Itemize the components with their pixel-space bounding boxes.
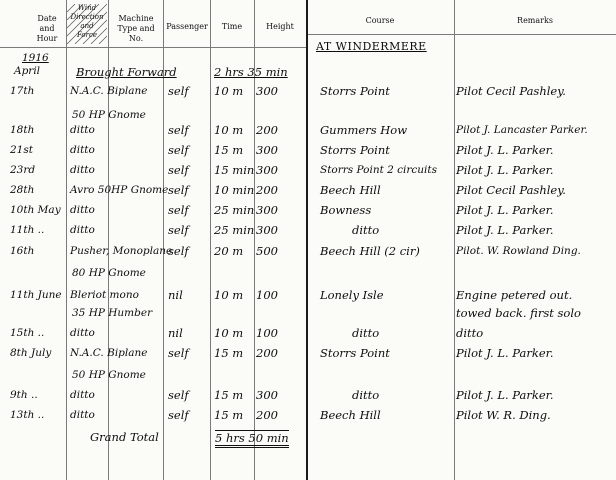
year: 1916 <box>22 52 49 64</box>
header-passenger: Passenger <box>166 22 208 31</box>
header-course: Course <box>365 16 395 25</box>
entry-date: 11th June <box>10 289 62 301</box>
entry-machine: ditto <box>70 224 95 236</box>
entry-time: 10 m <box>214 84 244 98</box>
entry-date: 13th .. <box>10 409 45 421</box>
entry-time: 15 m <box>214 408 244 422</box>
entry-height: 500 <box>256 244 278 258</box>
entry-course: Beech Hill (2 cir) <box>320 244 420 258</box>
month: April <box>14 65 41 77</box>
entry-remarks: Pilot. W. Rowland Ding. <box>456 245 581 257</box>
entry-machine: N.A.C. Biplane <box>70 347 148 359</box>
entry-height: 300 <box>256 388 278 402</box>
entry-machine: N.A.C. Biplane <box>70 85 148 97</box>
entry-time: 15 m <box>214 143 244 157</box>
entry-passenger: self <box>168 123 189 137</box>
entry-date: 17th <box>10 85 35 97</box>
header-date: Date and Hour <box>36 14 58 43</box>
entry-remarks: Pilot J. L. Parker. <box>456 346 554 360</box>
entry-course: Beech Hill <box>320 183 381 197</box>
header-rule <box>308 34 616 35</box>
brought-forward-label: Brought Forward <box>76 65 177 79</box>
entry-passenger: self <box>168 143 189 157</box>
entry-passenger: nil <box>168 326 183 340</box>
entry-date: 9th .. <box>10 389 38 401</box>
entry-height: 300 <box>256 143 278 157</box>
entry-remarks: Pilot J. L. Parker. <box>456 223 554 237</box>
entry-height: 200 <box>256 183 278 197</box>
entry-height: 300 <box>256 203 278 217</box>
entry-remarks: Pilot Cecil Pashley. <box>456 183 566 197</box>
entry-machine: ditto <box>70 389 95 401</box>
entry-height: 300 <box>256 223 278 237</box>
entry-time: 10 min <box>214 183 255 197</box>
place-heading: AT WINDERMERE <box>316 40 427 53</box>
entry-course: Storrs Point <box>320 346 390 360</box>
page-gutter <box>306 0 308 480</box>
entry-remarks: Pilot J. L. Parker. <box>456 163 554 177</box>
entry-date: 15th .. <box>10 327 45 339</box>
entry-time: 10 m <box>214 326 244 340</box>
entry-date: 11th .. <box>10 224 45 236</box>
entry-course: Gummers How <box>320 123 408 137</box>
entry-passenger: self <box>168 183 189 197</box>
entry-remarks: Pilot J. Lancaster Parker. <box>456 124 588 136</box>
entry-machine: ditto <box>70 204 95 216</box>
entry-course: Storrs Point <box>320 143 390 157</box>
entry-time: 25 min <box>214 223 255 237</box>
header-machine: Machine Type and No. <box>117 14 155 43</box>
entry-date: 16th <box>10 245 35 257</box>
entry-passenger: self <box>168 223 189 237</box>
entry-course: ditto <box>352 326 380 340</box>
entry-remarks: Pilot J. L. Parker. <box>456 203 554 217</box>
header-time: Time <box>221 22 243 31</box>
entry-height: 300 <box>256 84 278 98</box>
header-wind: Wind Direction and Force <box>70 4 104 39</box>
entry-time: 15 m <box>214 388 244 402</box>
entry-remarks: Pilot J. L. Parker. <box>456 388 554 402</box>
entry-height: 200 <box>256 123 278 137</box>
entry-date: 8th July <box>10 347 52 359</box>
entry-course: ditto <box>352 223 380 237</box>
entry-passenger: self <box>168 346 189 360</box>
entry-passenger: nil <box>168 288 183 302</box>
entry-date: 21st <box>10 144 33 156</box>
entry-remarks: Pilot W. R. Ding. <box>456 408 551 422</box>
entry-machine: Bleriot mono <box>70 289 139 301</box>
brought-forward-time: 2 hrs 35 min <box>214 65 288 79</box>
header-rule <box>0 47 306 48</box>
entry-course: Lonely Isle <box>320 288 384 302</box>
entry-passenger: self <box>168 84 189 98</box>
entry-date: 23rd <box>10 164 36 176</box>
entry-passenger: self <box>168 244 189 258</box>
entry-remarks: Pilot J. L. Parker. <box>456 143 554 157</box>
entry-height: 100 <box>256 288 278 302</box>
entry-machine: ditto <box>70 144 95 156</box>
entry-remarks: ditto <box>456 326 484 340</box>
entry-time: 10 m <box>214 288 244 302</box>
entry-machine: 50 HP Gnome <box>72 369 146 381</box>
entry-course: Storrs Point <box>320 84 390 98</box>
entry-height: 300 <box>256 163 278 177</box>
entry-course: Bowness <box>320 203 372 217</box>
entry-machine: ditto <box>70 409 95 421</box>
entry-course: Storrs Point 2 circuits <box>320 164 438 176</box>
entry-remarks: Engine petered out. <box>456 288 573 302</box>
entry-date: 18th <box>10 124 35 136</box>
header-height: Height <box>266 22 294 31</box>
column-rule <box>66 0 67 480</box>
entry-time: 20 m <box>214 244 244 258</box>
entry-machine: 80 HP Gnome <box>72 267 146 279</box>
entry-course: ditto <box>352 388 380 402</box>
entry-time: 10 m <box>214 123 244 137</box>
entry-course: Beech Hill <box>320 408 381 422</box>
entry-machine: ditto <box>70 124 95 136</box>
entry-height: 100 <box>256 326 278 340</box>
column-rule <box>210 0 211 480</box>
entry-date: 28th <box>10 184 35 196</box>
entry-passenger: self <box>168 203 189 217</box>
entry-height: 200 <box>256 346 278 360</box>
entry-remarks: towed back. first solo <box>456 306 581 320</box>
header-remarks: Remarks <box>517 16 553 25</box>
entry-date: 10th May <box>10 204 61 216</box>
entry-height: 200 <box>256 408 278 422</box>
entry-machine: 35 HP Humber <box>72 307 153 319</box>
entry-time: 15 min <box>214 163 255 177</box>
entry-passenger: self <box>168 388 189 402</box>
entry-machine: 50 HP Gnome <box>72 109 146 121</box>
entry-time: 15 m <box>214 346 244 360</box>
entry-machine: ditto <box>70 164 95 176</box>
entry-machine: Avro 50HP Gnome <box>70 184 169 196</box>
column-rule <box>454 0 455 480</box>
grand-total-time: 5 hrs 50 min <box>215 430 289 448</box>
entry-remarks: Pilot Cecil Pashley. <box>456 84 566 98</box>
entry-passenger: self <box>168 163 189 177</box>
entry-machine: Pusher, Monoplane <box>70 245 173 257</box>
grand-total-label: Grand Total <box>90 430 159 444</box>
entry-machine: ditto <box>70 327 95 339</box>
entry-passenger: self <box>168 408 189 422</box>
entry-time: 25 min <box>214 203 255 217</box>
